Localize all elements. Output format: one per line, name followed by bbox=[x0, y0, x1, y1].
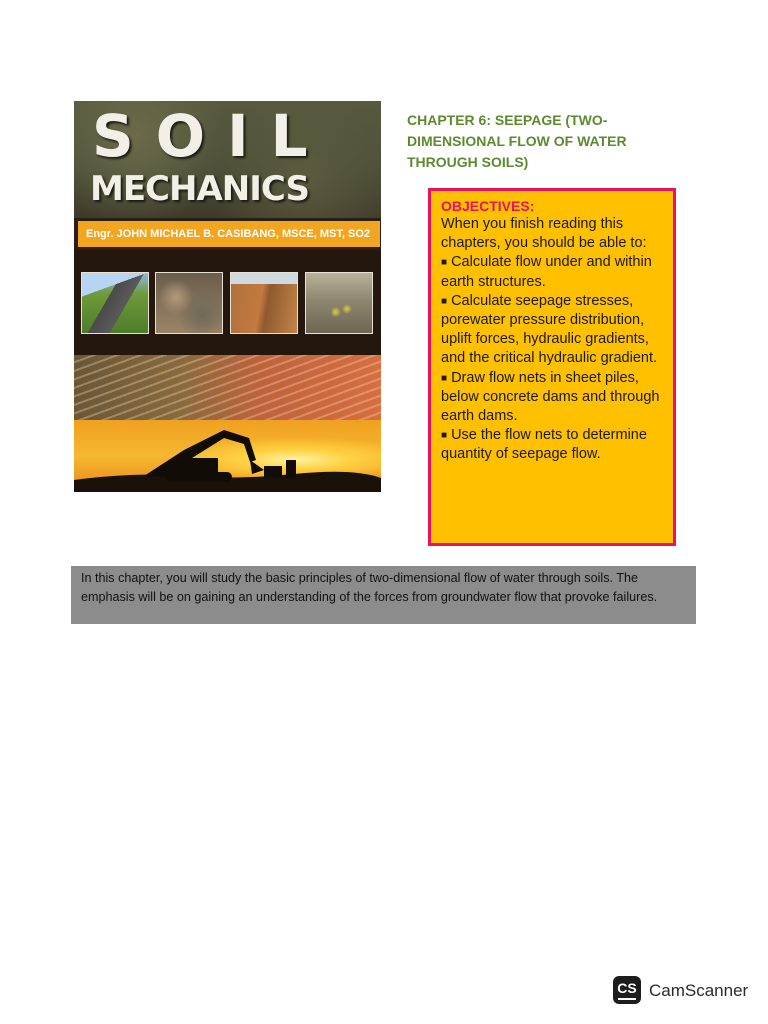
cover-photo-soil bbox=[155, 272, 223, 334]
objective-item-text: Use the flow nets to determine quantity of seepage flow. bbox=[441, 427, 647, 463]
objectives-heading: OBJECTIVES: bbox=[441, 198, 535, 214]
cover-author-band bbox=[74, 218, 381, 250]
chapter-intro-paragraph: In this chapter, you will study the basic principles of two-dimensional flow of water through soils. The emphasis will be on gaining an understanding of the forces from groundwater flow that provoke failures. bbox=[71, 566, 696, 624]
camscanner-name: CamScanner bbox=[649, 981, 749, 1000]
objectives-intro: When you finish reading this chapters, you should be able to: bbox=[441, 216, 647, 252]
cover-photo-highway bbox=[81, 272, 149, 334]
bullet-square-icon: ■ bbox=[441, 295, 448, 307]
objective-item-text: Draw flow nets in sheet piles, below concrete dams and through earth dams. bbox=[441, 369, 660, 425]
cover-author: Engr. JOHN MICHAEL B. CASIBANG, MSCE, MST, SO2 bbox=[78, 221, 380, 247]
cover-photo-strip bbox=[74, 250, 381, 355]
objectives-box bbox=[428, 188, 676, 546]
camscanner-logo-icon: CS bbox=[613, 976, 641, 1004]
cover-photo-trench bbox=[230, 272, 298, 334]
cover-photo-excavator-sunset bbox=[74, 420, 381, 492]
objective-item bbox=[441, 369, 665, 427]
book-cover-image bbox=[74, 101, 381, 492]
objective-item bbox=[441, 253, 665, 291]
objective-item-text: Calculate flow under and within earth structures. bbox=[441, 254, 652, 290]
objective-item bbox=[441, 426, 665, 464]
cover-title-soil: SOIL bbox=[92, 102, 330, 170]
chapter-title: CHAPTER 6: SEEPAGE (TWO-DIMENSIONAL FLOW OF WATER THROUGH SOILS) bbox=[407, 112, 627, 170]
cover-photo-workers bbox=[305, 272, 373, 334]
objective-item-text: Calculate seepage stresses, porewater pressure distribution, uplift forces, hydraulic gradients, and the critical hydraulic gradient. bbox=[441, 292, 658, 367]
cover-title-mechanics: MECHANICS bbox=[90, 169, 309, 209]
objective-item bbox=[441, 292, 665, 369]
bullet-square-icon: ■ bbox=[441, 430, 448, 442]
camscanner-watermark bbox=[613, 976, 753, 1006]
bullet-square-icon: ■ bbox=[441, 372, 448, 384]
cover-photo-earthworks bbox=[74, 355, 381, 420]
bullet-square-icon: ■ bbox=[441, 257, 448, 269]
excavator-silhouette-icon bbox=[74, 420, 381, 492]
cover-soil-background bbox=[74, 101, 381, 219]
